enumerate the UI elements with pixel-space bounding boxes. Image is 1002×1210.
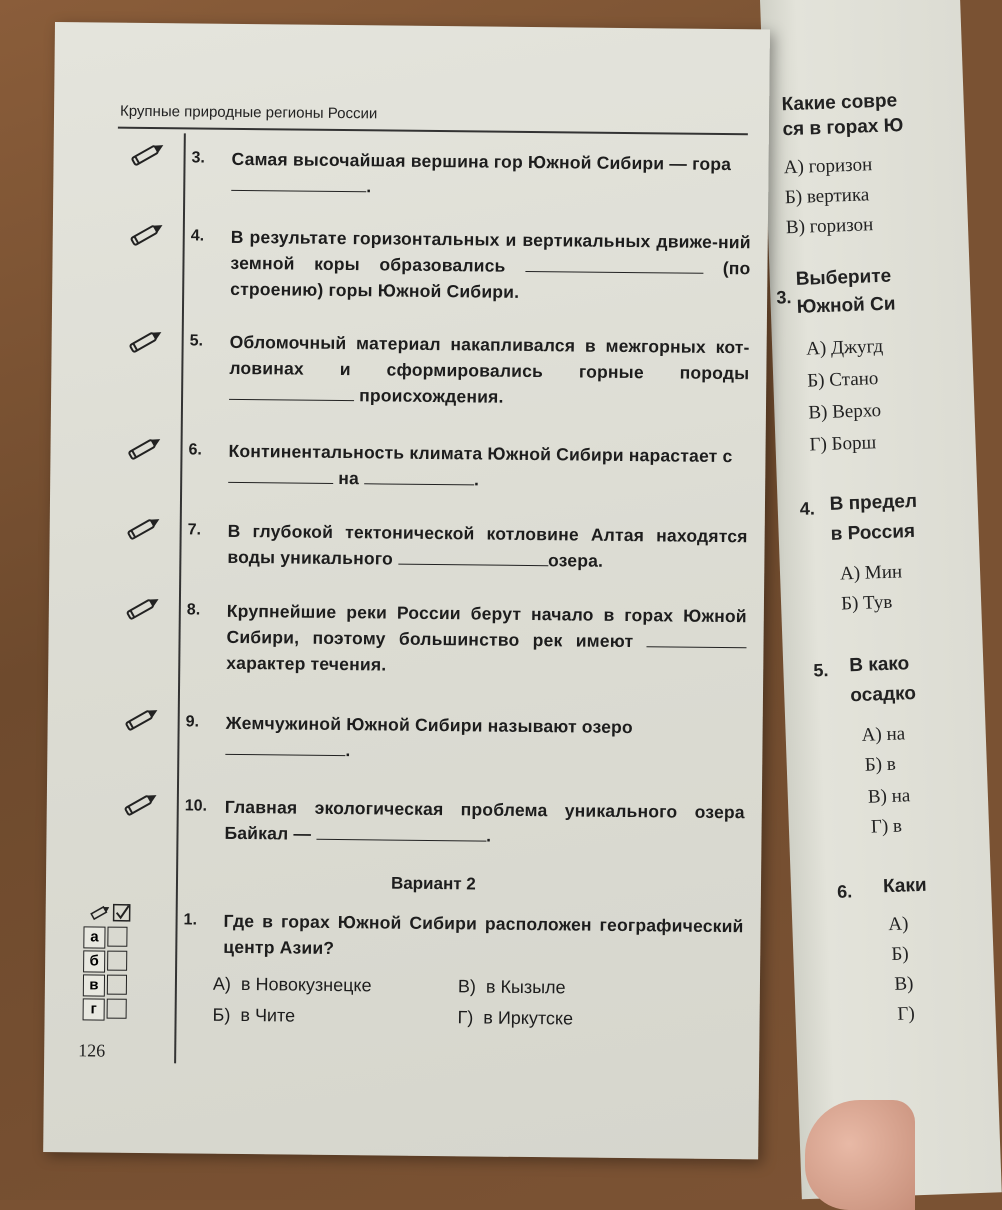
option-text: в Новокузнецке [240,974,372,996]
question-3 [191,145,752,203]
next-page-line: Выберите [795,265,892,290]
answer-row-g [83,998,139,1021]
answer-box-grid [84,902,144,1018]
answer-blank[interactable] [225,738,345,756]
next-page-line: Б) Стано [806,368,879,392]
pen-icon [124,328,168,354]
question-text: на [338,467,360,489]
next-page-line: Б) [891,943,909,965]
question-text: В результате горизонтальных и вертикальных движе-ний земной коры образовались [230,226,751,276]
next-page-line: ся в горах Ю [782,115,904,141]
next-page-line: Г) Борш [809,432,877,456]
question-number: 6. [188,441,202,459]
option-label: А) [212,973,232,994]
answer-checkbox[interactable] [107,999,127,1019]
option-text: в Иркутске [483,1007,574,1029]
next-page-line: А) горизон [783,154,873,179]
question-7 [187,517,748,575]
pen-icon [125,141,169,167]
question-number: 9. [185,713,200,731]
variant-question-1 [183,907,744,965]
question-text: Континентальность климата Южной Сибири нарастает с [228,440,733,467]
question-text: Жемчужиной Южной Сибири называют озеро [225,712,634,738]
question-text: . [486,825,492,846]
question-text: . [345,740,351,761]
question-6 [188,437,749,495]
next-page-line: В како [848,653,910,677]
pen-icon [119,791,163,817]
variant-title: Вариант 2 [390,873,476,894]
question-number: 10. [184,797,208,815]
answer-row-a [83,926,139,949]
next-page-line: В) [894,973,914,995]
question-text: озера. [547,550,604,571]
next-page-line: А) [887,913,909,936]
question-8 [186,597,747,681]
question-text: . [473,469,480,490]
answer-letter: г [83,998,105,1020]
answer-letter: а [83,926,105,948]
next-page-line: Южной Си [796,293,896,318]
question-10 [184,793,745,851]
question-text: Где в горах Южной Сибири расположен географический центр Азии? [223,910,744,958]
answer-blank[interactable] [364,467,474,485]
question-number: 7. [187,521,202,539]
option-label: В) [457,976,477,997]
next-page-line: в Россия [830,520,916,545]
next-page-line: Г) в [870,815,903,838]
next-page-line: В) горизон [785,214,874,239]
question-text: Крупнейшие реки России берут начало в горах Южной Сибири, поэтому большинство рек имеют [226,600,747,652]
answer-blank[interactable] [231,174,366,192]
next-page-line: А) Мин [839,561,903,585]
option-label: Г) [457,1007,474,1028]
next-page-number: 6. [836,881,853,902]
next-page-line: В) Верхо [808,400,882,424]
question-text: происхождения. [359,385,504,407]
option-b[interactable] [212,1005,295,1027]
next-page [760,0,1002,1199]
next-page-number: 5. [813,660,829,681]
option-a[interactable] [213,974,372,997]
next-page-number: 3. [776,287,792,308]
question-number: 4. [190,227,205,245]
answer-checkbox[interactable] [107,927,127,947]
pen-check-icon [90,902,138,923]
question-number: 8. [186,601,201,619]
next-page-number: 4. [799,498,816,519]
answer-blank[interactable] [229,383,354,401]
option-text: в Чите [240,1004,296,1026]
page-number: 126 [78,1040,106,1061]
answer-letter: б [83,950,105,972]
answer-letter: в [83,974,105,996]
answer-checkbox[interactable] [107,951,127,971]
pen-icon [125,221,169,247]
answer-blank[interactable] [647,630,747,648]
answer-row-v [83,974,139,997]
question-number: 3. [191,149,206,167]
pen-icon [122,515,166,541]
running-head: Крупные природные регионы России [119,102,378,123]
answer-options [212,973,633,1029]
question-text: (по строению) горы Южной Сибири. [230,258,751,302]
question-number: 5. [189,332,204,350]
answer-row-b [83,950,139,973]
answer-blank[interactable] [228,466,333,484]
pen-icon [120,706,164,732]
pen-icon [122,435,166,461]
next-page-line: Б) вертика [784,184,870,209]
answer-blank[interactable] [525,255,703,274]
question-text: Главная экологическая проблема уникального озера Байкал — [224,796,745,844]
header-rule [118,127,748,136]
answer-blank[interactable] [316,823,486,842]
question-number: 1. [183,911,198,929]
question-9 [185,709,746,767]
next-page-line: Г) [897,1003,916,1025]
next-page-line: А) на [861,723,906,746]
next-page-line: Б) в [864,753,897,776]
next-page-line: Каки [882,874,927,898]
next-page-line: осадко [849,682,917,707]
next-page-line: А) Джугд [805,335,884,360]
pen-icon [121,595,165,621]
thumb [805,1100,915,1210]
option-v[interactable] [458,976,566,998]
question-5 [189,328,750,412]
question-4 [190,223,751,307]
option-label: Б) [212,1004,231,1025]
option-text: в Кызыле [485,976,566,998]
option-g[interactable] [457,1007,573,1029]
next-page-line: Какие совре [781,90,898,116]
question-text: . [366,176,372,197]
question-text: В глубокой тектонической котловине Алтая находятся воды уникального [227,520,748,569]
answer-checkbox[interactable] [107,975,127,995]
next-page-line: Б) Тув [840,591,893,615]
question-text: Обломочный материал накапливался в межгорных кот-ловинах и сформировались горные породы [229,331,750,384]
next-page-line: В) на [867,785,911,808]
question-text: Самая высочайшая вершина гор Южной Сибири — гора [231,148,732,175]
next-page-line: В предел [829,490,918,515]
workbook-page [43,22,770,1159]
question-text: характер течения. [226,652,387,675]
answer-blank[interactable] [398,548,548,567]
